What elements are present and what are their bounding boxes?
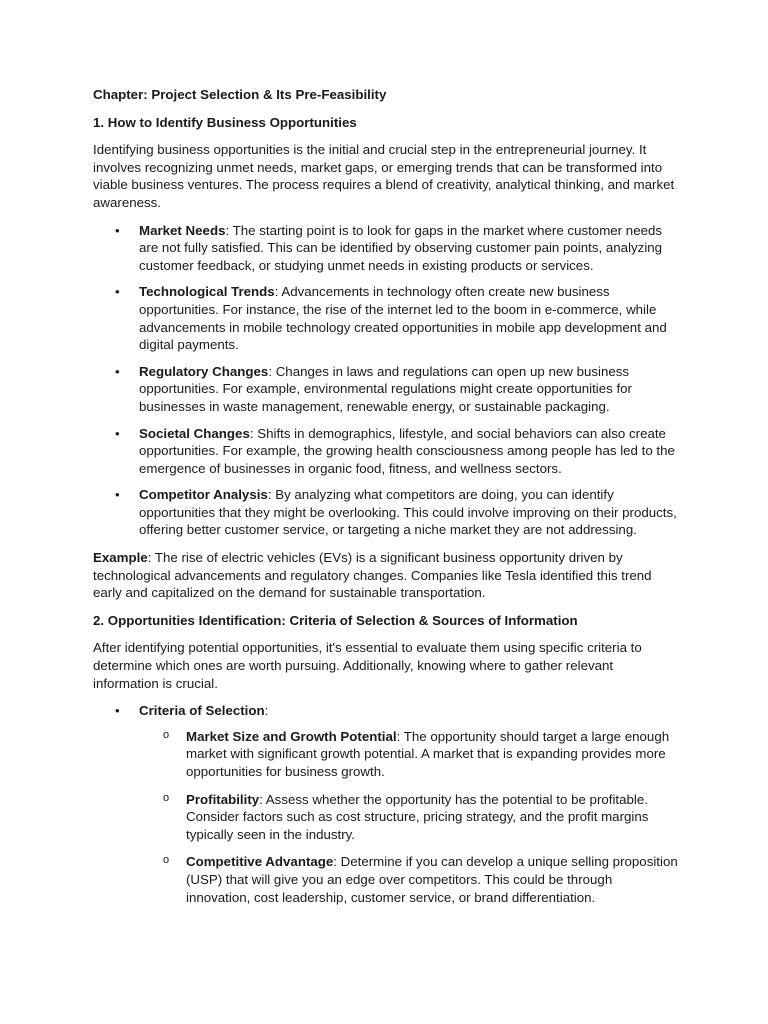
sublist-item-text: : The opportunity should target a large enough market with significant growth potential. A market that is expanding provides more opportunities for business growth. xyxy=(186,728,670,779)
opportunity-sources-list xyxy=(93,222,678,540)
sublist-item-market-size xyxy=(139,728,678,781)
list-item-regulatory-changes xyxy=(93,363,678,416)
list-item-term: Competitor Analysis xyxy=(139,487,268,503)
list-item-text: : Shifts in demographics, lifestyle, and social behaviors can also create opportunities. For example, the growing health consciousness among people has led to the emergence of businesses in organic food, fitness, and wellness sectors. xyxy=(139,425,675,476)
sublist-item-term: Profitability xyxy=(186,791,260,807)
criteria-list xyxy=(93,702,678,906)
list-item-text: : By analyzing what competitors are doing, you can identify opportunities that they might be overlooking. This could involve improving on their products, offering better customer service, or targeting a niche market they are not addressing. xyxy=(139,487,677,538)
section-1-heading: 1. How to Identify Business Opportunities xyxy=(93,114,357,130)
sublist-item-profitability xyxy=(139,791,678,844)
sublist-item-text: : Assess whether the opportunity has the potential to be profitable. Consider factors such as cost structure, pricing strategy, and the profit margins typically seen in the industry. xyxy=(186,791,649,842)
section-1-intro: Identifying business opportunities is the initial and crucial step in the entrepreneurial journey. It involves recognizing unmet needs, market gaps, or emerging trends that can be transformed into viable business ventures. The process requires a blend of creativity, analytical thinking, and market awareness. xyxy=(93,142,675,210)
list-item-competitor-analysis xyxy=(93,486,678,539)
list-item-text: : The starting point is to look for gaps in the market where customer needs are not fully satisfied. This can be identified by observing customer pain points, analyzing customer feedback, or studying unmet needs in existing products or services. xyxy=(139,222,663,273)
example-text: : The rise of electric vehicles (EVs) is a significant business opportunity driven by technological advancements and regulatory changes. Companies like Tesla identified this trend early and capitalized on the demand for sustainable transportation. xyxy=(93,550,652,601)
sublist-item-term: Competitive Advantage xyxy=(186,854,334,870)
list-item-societal-changes xyxy=(93,425,678,478)
list-item-text: : Changes in laws and regulations can open up new business opportunities. For example, environmental regulations might create opportunities for businesses in waste management, renewable energy, or sustainable packaging. xyxy=(139,363,632,414)
criteria-label: Criteria of Selection xyxy=(139,703,265,719)
criteria-sublist xyxy=(139,728,678,906)
list-item-text: : Advancements in technology often create new business opportunities. For instance, the rise of the internet led to the boom in e-commerce, while advancements in mobile technology created opportunities in mobile app development and digital payments. xyxy=(139,284,667,353)
sublist-item-term: Market Size and Growth Potential xyxy=(186,728,397,744)
list-item-term: Market Needs xyxy=(139,222,226,238)
section-2-intro: After identifying potential opportunities, it's essential to evaluate them using specific criteria to determine which ones are worth pursuing. Additionally, knowing where to gather relevant information is crucial. xyxy=(93,640,642,691)
list-item-market-needs xyxy=(93,222,678,275)
sublist-item-text: : Determine if you can develop a unique selling proposition (USP) that will give you an edge over competitors. This could be through innovation, cost leadership, customer service, or brand differentiation. xyxy=(186,854,678,905)
chapter-title: Chapter: Project Selection & Its Pre-Feasibility xyxy=(93,87,387,102)
example-paragraph xyxy=(93,549,678,602)
list-item-term: Regulatory Changes xyxy=(139,363,269,379)
section-2-heading: 2. Opportunities Identification: Criteria of Selection & Sources of Information xyxy=(93,612,578,628)
list-item-technological-trends xyxy=(93,283,678,353)
example-label: Example xyxy=(93,550,148,566)
list-item-criteria-of-selection xyxy=(93,702,678,906)
list-item-term: Technological Trends xyxy=(139,284,275,300)
criteria-suffix: : xyxy=(264,703,269,719)
list-item-term: Societal Changes xyxy=(139,425,250,441)
sublist-item-competitive-advantage xyxy=(139,853,678,906)
